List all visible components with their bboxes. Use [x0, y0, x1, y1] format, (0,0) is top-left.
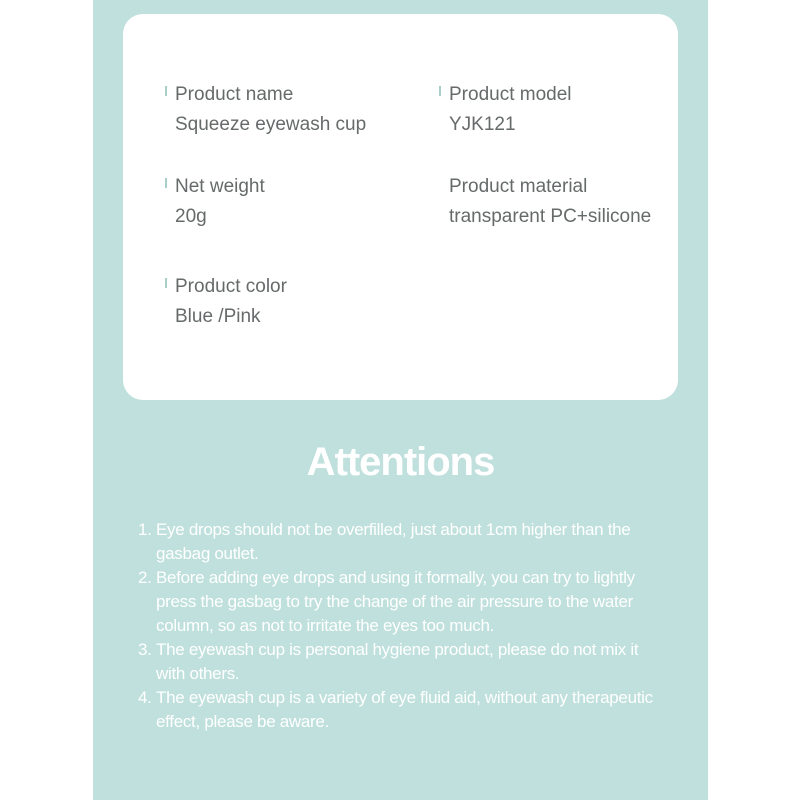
item-number: 4.: [138, 688, 152, 707]
item-text: Before adding eye drops and using it formally, you can try to lightly press the gasbag to try the change of the air pressure to the water column, so as not to irritate the eyes too much.: [156, 568, 635, 635]
spec-product-name: [175, 80, 366, 140]
spec-label: Product model: [449, 84, 572, 105]
spec-label: Product color: [175, 276, 287, 297]
bullet-marker: [165, 178, 167, 188]
spec-net-weight: [175, 172, 265, 232]
item-number: 2.: [138, 568, 152, 587]
spec-value: transparent PC+silicone: [449, 206, 652, 227]
item-number: 3.: [138, 640, 152, 659]
spec-value: Blue /Pink: [175, 306, 261, 327]
spec-label: Net weight: [175, 176, 265, 197]
item-text: The eyewash cup is a variety of eye fluid aid, without any therapeutic effect, please be aware.: [156, 688, 653, 731]
spec-label: Product material: [449, 176, 588, 197]
bullet-marker: [165, 278, 167, 288]
list-item: [138, 566, 698, 638]
spec-value: YJK121: [449, 114, 516, 135]
spec-product-model: [449, 80, 572, 140]
list-item: [138, 518, 698, 566]
spec-product-color: [175, 272, 287, 332]
item-number: 1.: [138, 520, 152, 539]
bullet-marker: [439, 86, 441, 96]
attentions-list: [138, 518, 698, 734]
spec-product-material: [449, 172, 651, 232]
spec-value: Squeeze eyewash cup: [175, 114, 367, 135]
spec-label: Product name: [175, 84, 294, 105]
list-item: [138, 686, 698, 734]
attentions-title: Attentions: [306, 440, 495, 484]
item-text: Eye drops should not be overfilled, just about 1cm higher than the gasbag outlet.: [156, 520, 631, 563]
list-item: [138, 638, 698, 686]
bullet-marker: [165, 86, 167, 96]
spec-value: 20g: [175, 206, 207, 227]
item-text: The eyewash cup is personal hygiene product, please do not mix it with others.: [156, 640, 639, 683]
